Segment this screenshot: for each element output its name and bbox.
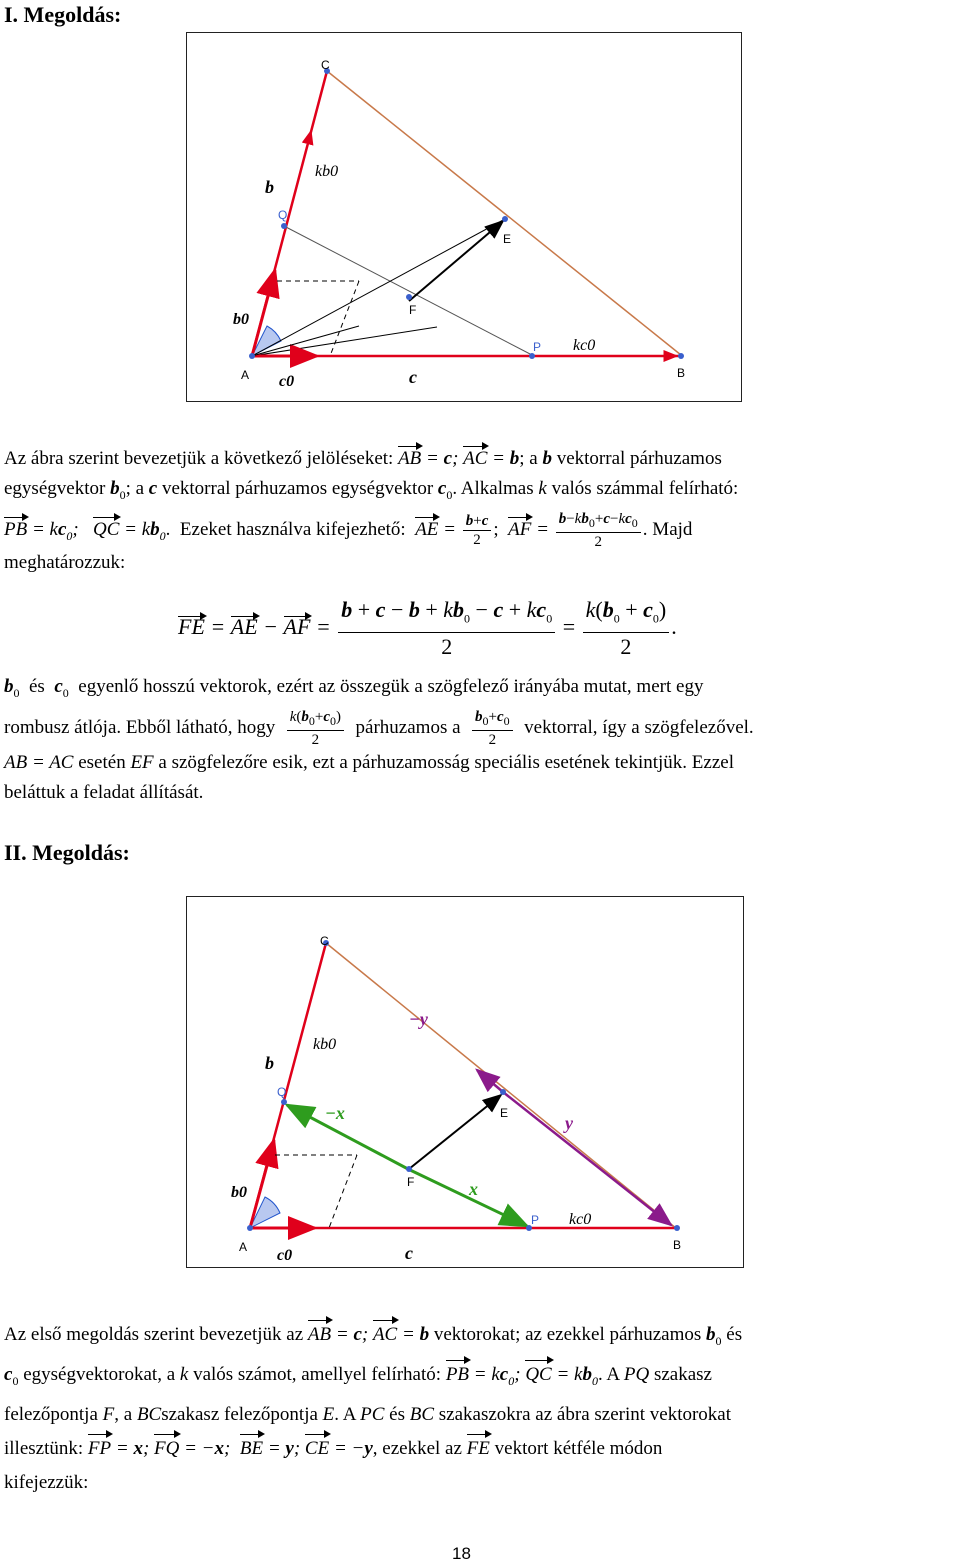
label-vec-c-2: c	[405, 1243, 413, 1263]
vector-b	[252, 131, 311, 356]
p2-line4: beláttuk a feladat állítását.	[4, 781, 204, 803]
point-e-2	[500, 1089, 506, 1095]
figure-1-svg	[187, 33, 741, 401]
point-f-2	[406, 1166, 412, 1172]
side-cb	[327, 71, 681, 355]
label-c: C	[321, 58, 330, 72]
label-vec-kb0: kb0	[315, 163, 339, 180]
label-f-2: F	[407, 1175, 415, 1189]
label-c-2: C	[320, 934, 329, 948]
point-q	[281, 223, 287, 229]
vector-fe-2	[409, 1095, 501, 1169]
label-p: P	[533, 340, 542, 354]
label-b: B	[677, 366, 686, 380]
line-ae	[252, 219, 505, 356]
point-f	[406, 294, 412, 300]
label-vec-b: b	[265, 177, 274, 197]
p3-line5: kifejezzük:	[4, 1471, 89, 1493]
heading-solution-2: II. Megoldás:	[4, 840, 130, 865]
line-qp	[284, 226, 532, 355]
label-vec-kb0-2: kb0	[313, 1036, 337, 1053]
p1-line3: PB = $kc_0$; QC = $kb_0$. Ezeket használva kifejezhető: AE = $\frac{b+c}{2}$ ; AF = $\frac{b-kb_0+c-kc_0}{2}$ . Majd	[4, 510, 693, 550]
label-vec-c: c	[409, 367, 417, 387]
label-vec-c0: c0	[279, 373, 295, 390]
vector-y	[503, 1092, 671, 1225]
label-a: A	[241, 368, 250, 382]
vector-x	[408, 1169, 527, 1226]
point-b-2	[674, 1225, 680, 1231]
vector-minus-y	[477, 1070, 503, 1092]
p3-line4: illesztünk: FP = x; FQ = −x; BE = y; CE = −y, ezekkel az FE vektort kétféle módon	[4, 1432, 958, 1466]
figure-2-svg	[187, 897, 743, 1267]
label-vec-kc0-2: kc0	[569, 1211, 592, 1228]
point-a	[249, 353, 255, 359]
p2-line3: AB = AC esetén EF a szögfelezőre esik, ezt a párhuzamosság speciális esetének tekintjük. Ezzel	[4, 751, 734, 773]
label-vec-y: y	[565, 1113, 573, 1133]
label-q-2: Q	[277, 1085, 287, 1099]
paragraph-3	[4, 1318, 958, 1500]
side-cb-2	[326, 943, 677, 1229]
figure-2	[186, 896, 744, 1268]
p1-line2: egységvektor $b_0$; a c vektorral párhuzamos egységvektor $c_0$. Alkalmas k valós számmal felírható:	[4, 478, 739, 502]
label-vec-minus-x: −x	[325, 1103, 345, 1123]
label-vec-b-2: b	[265, 1053, 274, 1073]
page-number: 18	[452, 1544, 471, 1563]
p3-line1: Az első megoldás szerint bevezetjük az AB = c; AC = b vektorokat; az ezekkel párhuzamos $b_0$ és	[4, 1318, 958, 1358]
label-e-2: E	[500, 1106, 509, 1120]
label-a-2: A	[239, 1240, 248, 1254]
figure-1	[186, 32, 742, 402]
label-vec-b0-2: b0	[231, 1184, 247, 1201]
point-e	[502, 216, 508, 222]
p3-line3: felezőpontja F, a BCszakasz felezőpontja E. A PC és BC szakaszokra az ábra szerint vektorokat	[4, 1403, 732, 1425]
equation-fe: FE = AE − AF = $\frac{b + c - b + kb_0 - c + kc_0}{2}$ = $\frac{k(b_0 + c_0)}{2}$ .	[178, 597, 677, 660]
paragraph-1	[4, 444, 958, 578]
point-b	[678, 353, 684, 359]
p1-line1: Az ábra szerint bevezetjük a következő jelöléseket: AB = c; AC = b; a b vektorral párhuzamos	[4, 444, 958, 474]
point-a-2	[247, 1225, 253, 1231]
dashed-diagonal-2	[329, 1155, 357, 1228]
p3-line2: $c_0$ egységvektorokat, a k valós számot, amellyel felírható: PB = $kc_0$; QC = $kb_0$. A PQ szakasz	[4, 1358, 958, 1398]
label-vec-x: x	[469, 1179, 478, 1199]
vector-fe	[409, 221, 503, 301]
label-vec-minus-y: −y	[409, 1009, 428, 1029]
paragraph-2	[4, 672, 958, 808]
label-vec-b0: b0	[233, 311, 249, 328]
label-p-2: P	[531, 1213, 540, 1227]
p2-line1: $b_0$ és $c_0$ egyenlő hosszú vektorok, ezért az összegük a szögfelező irányába mutat, mert egy	[4, 676, 704, 700]
heading-solution-1: I. Megoldás:	[4, 2, 122, 27]
label-f: F	[409, 303, 417, 317]
label-b-2: B	[673, 1238, 682, 1252]
label-vec-kc0: kc0	[573, 337, 596, 354]
label-e: E	[503, 232, 512, 246]
vector-minus-x	[287, 1105, 408, 1169]
p2-line2: rombusz átlója. Ebből látható, hogy $\frac{k(b_0+c_0)}{2}$ párhuzamos a $\frac{b_0+c_0}{2}$ vektorral, így a szögfelezővel.	[4, 708, 754, 748]
p1-line4: meghatározzuk:	[4, 551, 126, 573]
point-q-2	[281, 1099, 287, 1105]
label-vec-c0-2: c0	[277, 1247, 293, 1264]
label-q: Q	[278, 208, 288, 222]
dashed-diagonal	[330, 281, 359, 356]
